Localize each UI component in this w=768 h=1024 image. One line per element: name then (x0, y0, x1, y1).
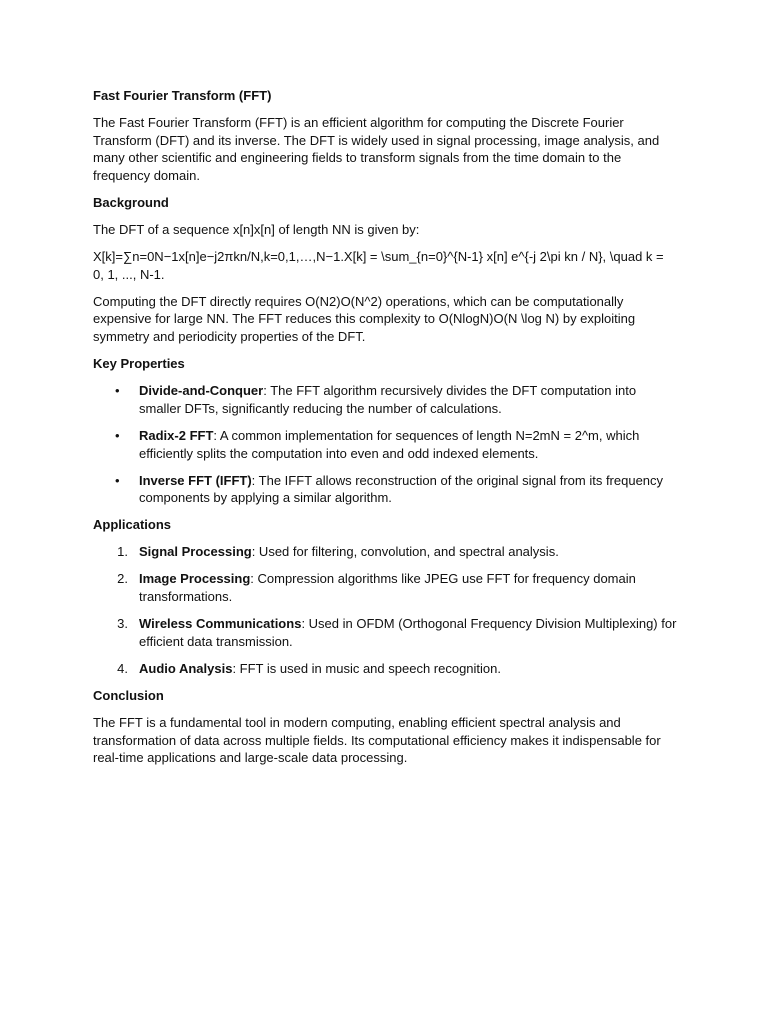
item-term: Divide-and-Conquer (139, 383, 264, 399)
applications-heading: Applications (93, 517, 172, 533)
applications-list (93, 543, 678, 677)
key-properties-list (93, 382, 678, 507)
key-properties-heading: Key Properties (93, 356, 185, 372)
conclusion-paragraph: The FFT is a fundamental tool in modern computing, enabling efficient spectral analysis and transformation of data across multiple fields. Its computational efficiency makes it indispensable for real-time applications and large-scale data processing. (93, 715, 661, 766)
list-number: 1. (117, 544, 128, 560)
dft-formula: X[k]=∑n=0N−1x[n]e−j2πkn/N,k=0,1,…,N−1.X[k] = \sum_{n=0}^{N-1} x[n] e^{-j 2\pi kn / N}, \quad k = 0, 1, ..., N-1. (93, 249, 664, 282)
list-item (93, 615, 678, 650)
item-text: : The FFT algorithm recursively divides the DFT computation into smaller DFTs, significantly reducing the number of calculations. (139, 383, 637, 416)
item-term: Wireless Communications (139, 616, 302, 632)
bullet-icon: • (115, 427, 120, 443)
list-item (93, 570, 678, 605)
list-item (93, 427, 678, 462)
list-item (93, 382, 678, 417)
background-heading: Background (93, 194, 169, 210)
bullet-icon: • (115, 383, 120, 399)
item-term: Image Processing (139, 571, 251, 587)
list-item (93, 543, 678, 561)
list-item (93, 472, 678, 507)
list-item (93, 660, 678, 678)
item-text: : The IFFT allows reconstruction of the original signal from its frequency components by applying a similar algorithm. (139, 472, 664, 506)
conclusion-heading: Conclusion (93, 687, 164, 703)
item-text: : FFT is used in music and speech recognition. (232, 660, 501, 676)
item-term: Signal Processing (139, 544, 252, 560)
item-term: Inverse FFT (IFFT) (139, 472, 252, 488)
list-number: 2. (117, 571, 128, 587)
item-term: Radix-2 FFT (139, 427, 214, 443)
item-text: : Used for filtering, convolution, and spectral analysis. (251, 544, 559, 560)
document-page (93, 0, 678, 776)
background-paragraph: The DFT of a sequence x[n]x[n] of length NN is given by: (93, 222, 420, 238)
item-text: : Compression algorithms like JPEG use FFT for frequency domain transformations. (139, 571, 636, 605)
item-text: : A common implementation for sequences of length N=2mN = 2^m, which efficiently splits the computation into even and odd indexed elements. (139, 427, 640, 461)
item-term: Audio Analysis (139, 660, 233, 676)
document-title: Fast Fourier Transform (FFT) (93, 88, 272, 103)
bullet-icon: • (115, 472, 120, 488)
list-number: 4. (117, 660, 128, 676)
list-number: 3. (117, 616, 128, 632)
item-text: : Used in OFDM (Orthogonal Frequency Division Multiplexing) for efficient data transmission. (139, 616, 677, 649)
complexity-paragraph: Computing the DFT directly requires O(N2)O(N^2) operations, which can be computationally expensive for large NN. The FFT reduces this complexity to O(Nlog⁡N)O(N \log N) by exploiting symmetry and periodicity properties of the DFT. (93, 293, 636, 345)
intro-paragraph: The Fast Fourier Transform (FFT) is an efficient algorithm for computing the Discrete Fourier Transform (DFT) and its inverse. The DFT is widely used in signal processing, image analysis, and many other scientific and engineering fields to transform signals from the time domain to the frequency domain. (93, 115, 660, 183)
